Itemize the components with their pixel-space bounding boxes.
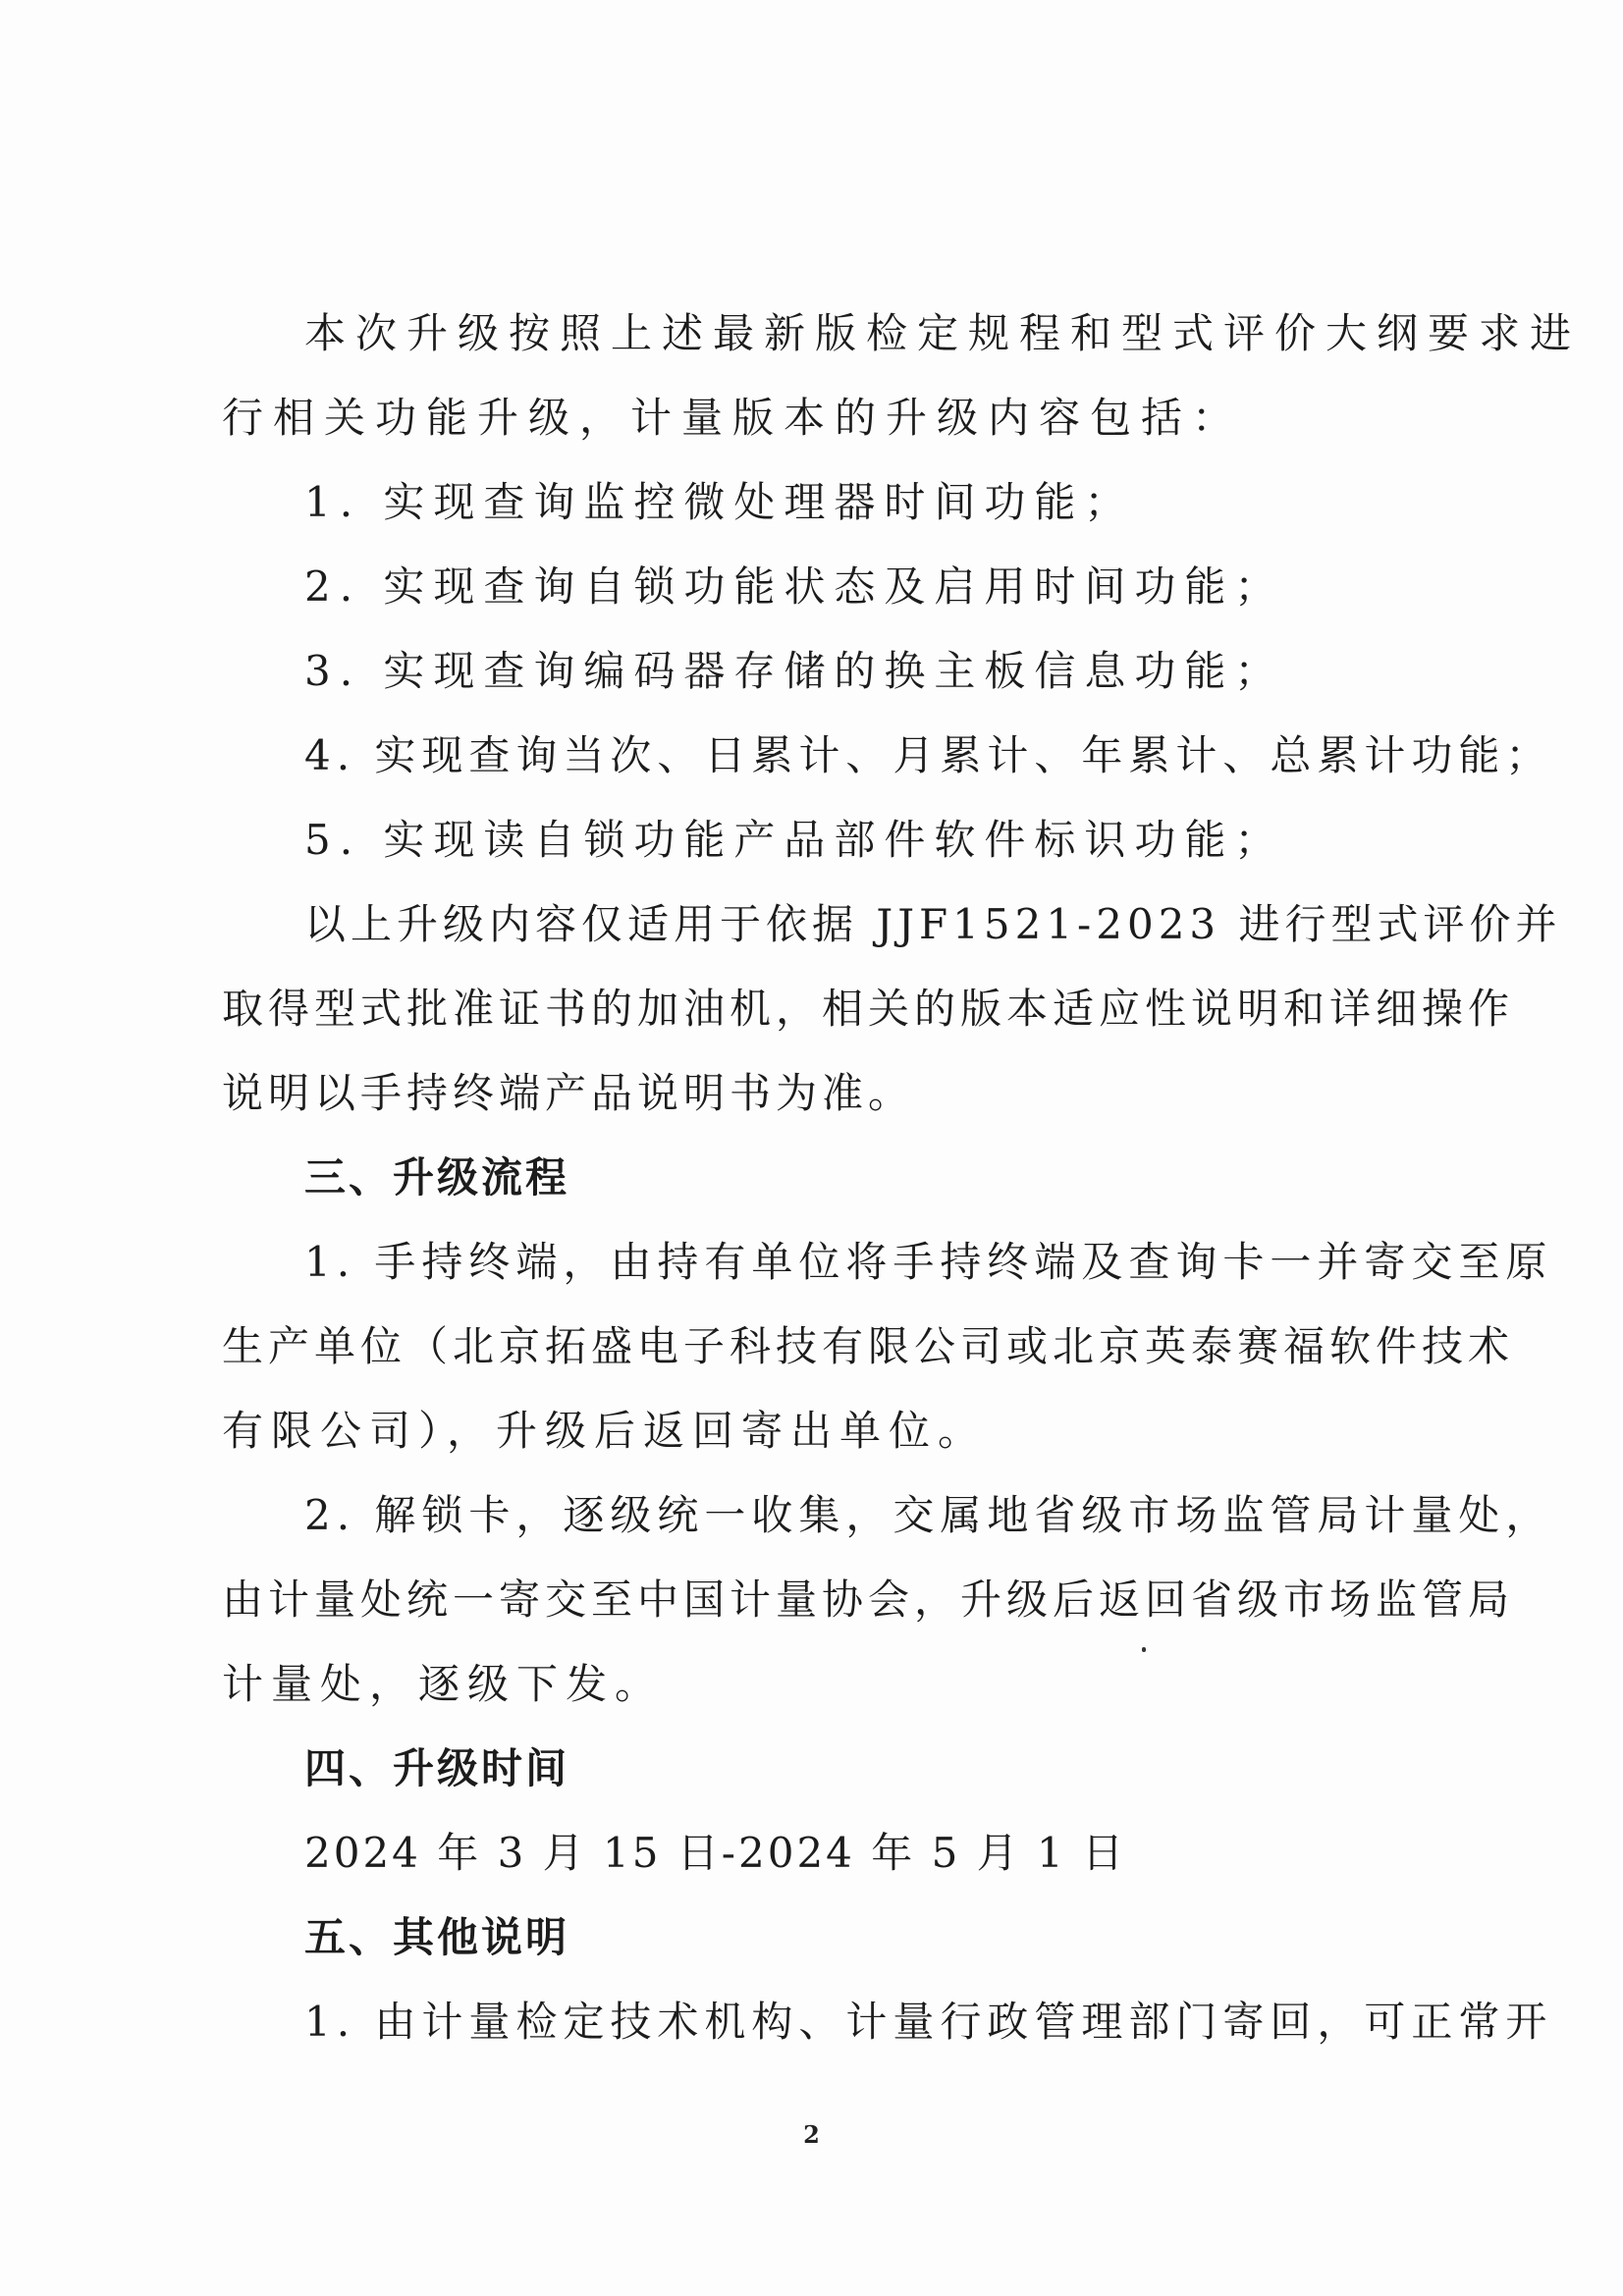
upgrade-item-5: 5. 实现读自锁功能产品部件软件标识功能；	[304, 816, 1285, 864]
process-item-2-line-3: 计量处，逐级下发。	[222, 1660, 665, 1708]
section-heading-upgrade-process: 三、升级流程	[304, 1153, 570, 1201]
process-item-2-line-1: 2. 解锁卡，逐级统一收集，交属地省级市场监管局计量处，	[304, 1491, 1553, 1539]
section-heading-other-notes: 五、其他说明	[304, 1913, 570, 1961]
section-heading-upgrade-time: 四、升级时间	[304, 1744, 570, 1792]
process-item-1-line-2: 生产单位（北京拓盛电子科技有限公司或北京英泰赛福软件技术	[222, 1322, 1515, 1370]
process-item-2-line-2: 由计量处统一寄交至中国计量协会，升级后返回省级市场监管局	[222, 1575, 1515, 1624]
paragraph-intro-line-1: 本次升级按照上述最新版检定规程和型式评价大纲要求进	[304, 309, 1582, 357]
process-item-1-line-3: 有限公司），升级后返回寄出单位。	[222, 1407, 988, 1455]
other-notes-item-1: 1. 由计量检定技术机构、计量行政管理部门寄回，可正常开	[304, 1998, 1553, 2046]
applicability-line-3: 说明以手持终端产品说明书为准。	[222, 1069, 915, 1117]
upgrade-item-1: 1. 实现查询监控微处理器时间功能；	[304, 478, 1135, 526]
process-item-1-line-1: 1. 手持终端，由持有单位将手持终端及查询卡一并寄交至原	[304, 1238, 1553, 1286]
upgrade-item-2: 2. 实现查询自锁功能状态及启用时间功能；	[304, 562, 1285, 611]
upgrade-item-4: 4. 实现查询当次、日累计、月累计、年累计、总累计功能；	[304, 731, 1553, 779]
upgrade-item-3: 3. 实现查询编码器存储的换主板信息功能；	[304, 647, 1285, 695]
scan-speck	[1142, 1647, 1146, 1652]
applicability-line-1: 以上升级内容仅适用于依据 JJF1521-2023 进行型式评价并	[304, 900, 1562, 948]
upgrade-time-range: 2024 年 3 月 15 日-2024 年 5 月 1 日	[304, 1829, 1127, 1877]
paragraph-intro-line-2: 行相关功能升级，计量版本的升级内容包括：	[222, 394, 1244, 442]
applicability-line-2: 取得型式批准证书的加油机，相关的版本适应性说明和详细操作	[222, 985, 1515, 1033]
page-number: 2	[803, 2120, 820, 2149]
